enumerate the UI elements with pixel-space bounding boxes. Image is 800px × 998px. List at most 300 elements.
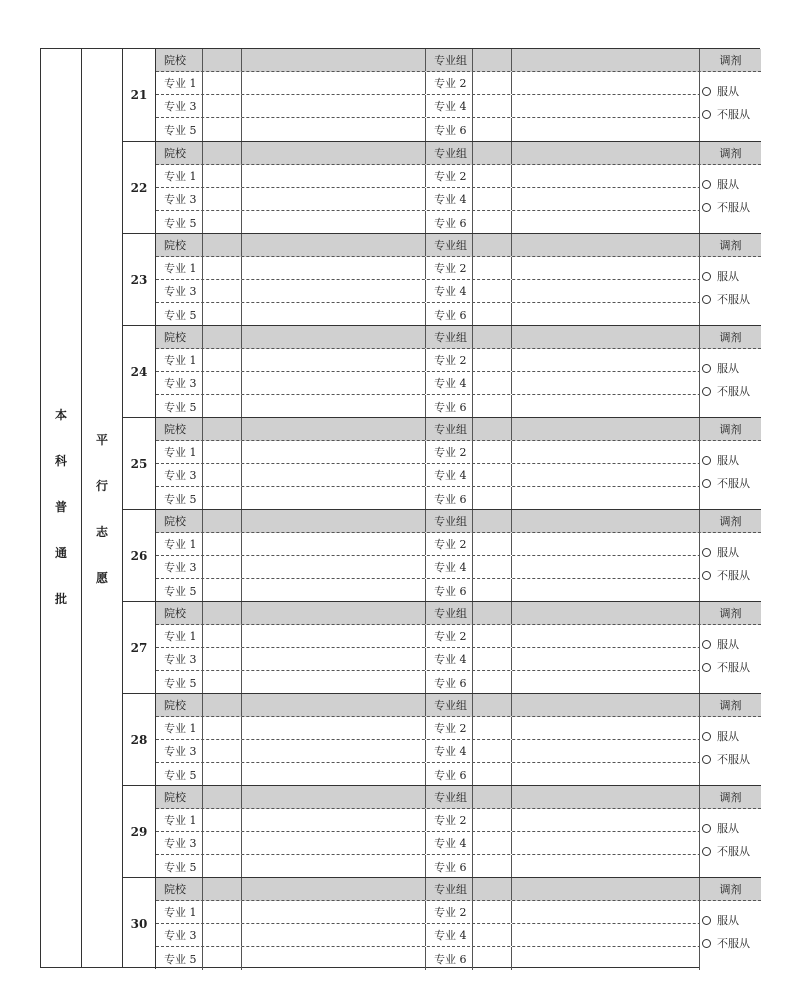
major-4-code-field[interactable] (473, 188, 512, 210)
major-3-label: 专业 3 (156, 280, 203, 302)
group-code-field[interactable] (473, 878, 512, 900)
group-name-field[interactable] (512, 878, 700, 900)
major-1-name-field[interactable] (242, 165, 426, 187)
major-6-code-field[interactable] (473, 303, 512, 326)
major-6-name-field[interactable] (512, 947, 700, 970)
major-3-code-field[interactable] (203, 924, 242, 946)
adjust-options (700, 901, 761, 970)
radio-circle-icon[interactable] (702, 203, 711, 212)
major-1-code-field[interactable] (203, 717, 242, 739)
major-3-name-field[interactable] (242, 556, 426, 578)
major-5-name-field[interactable] (242, 303, 426, 326)
major-3-name-field[interactable] (242, 740, 426, 762)
major-6-code-field[interactable] (473, 855, 512, 878)
radio-circle-icon[interactable] (702, 456, 711, 465)
major-3-name-field[interactable] (242, 464, 426, 486)
major-row (156, 118, 761, 141)
major-2-code-field[interactable] (473, 809, 512, 831)
school-name-field[interactable] (242, 142, 426, 164)
not-obey-option[interactable] (702, 106, 750, 122)
adjust-options (700, 533, 761, 602)
major-4-name-field[interactable] (512, 372, 700, 394)
major-3-name-field[interactable] (242, 95, 426, 117)
major-5-code-field[interactable] (203, 855, 242, 878)
obey-option[interactable] (702, 83, 739, 99)
major-4-label: 专业 4 (426, 188, 473, 210)
major-4-name-field[interactable] (512, 740, 700, 762)
major-6-code-field[interactable] (473, 211, 512, 234)
radio-circle-icon[interactable] (702, 732, 711, 741)
adjust-label: 调剂 (719, 54, 742, 67)
major-2-label: 专业 2 (426, 441, 473, 463)
major-1-name-field[interactable] (242, 625, 426, 647)
major-5-label: 专业 5 (156, 671, 203, 694)
major-6-label: 专业 6 (426, 855, 473, 878)
group-name-field[interactable] (512, 510, 700, 532)
group-label: 专业组 (426, 694, 473, 716)
adjust-label: 调剂 (719, 331, 742, 344)
major-1-name-field[interactable] (242, 717, 426, 739)
group-code-field[interactable] (473, 418, 512, 440)
major-5-code-field[interactable] (203, 763, 242, 786)
major-6-name-field[interactable] (512, 671, 700, 694)
major-row (156, 372, 761, 395)
major-4-name-field[interactable] (512, 95, 700, 117)
batch-label-char: 科 (54, 454, 67, 468)
group-code-field[interactable] (473, 326, 512, 348)
volunteer-group (123, 785, 761, 877)
major-row (156, 533, 761, 556)
major-1-code-field[interactable] (203, 165, 242, 187)
major-1-label: 专业 1 (156, 72, 203, 94)
major-5-label: 专业 5 (156, 763, 203, 786)
major-row (156, 556, 761, 579)
major-5-name-field[interactable] (242, 118, 426, 141)
not-obey-option[interactable] (702, 843, 750, 859)
radio-circle-icon[interactable] (702, 824, 711, 833)
major-5-code-field[interactable] (203, 395, 242, 418)
major-3-label: 专业 3 (156, 95, 203, 117)
radio-circle-icon[interactable] (702, 87, 711, 96)
school-label: 院校 (156, 694, 203, 716)
major-3-code-field[interactable] (203, 95, 242, 117)
major-4-code-field[interactable] (473, 280, 512, 302)
major-3-code-field[interactable] (203, 188, 242, 210)
major-2-name-field[interactable] (512, 533, 700, 555)
major-4-code-field[interactable] (473, 924, 512, 946)
school-label: 院校 (156, 234, 203, 256)
radio-circle-icon[interactable] (702, 295, 711, 304)
obey-option-label: 服从 (717, 270, 739, 283)
major-row (156, 72, 761, 95)
major-6-code-field[interactable] (473, 947, 512, 970)
major-1-code-field[interactable] (203, 625, 242, 647)
major-1-name-field[interactable] (242, 533, 426, 555)
major-4-code-field[interactable] (473, 95, 512, 117)
group-name-field[interactable] (512, 49, 700, 71)
major-6-name-field[interactable] (512, 487, 700, 510)
major-4-code-field[interactable] (473, 372, 512, 394)
group-label: 专业组 (426, 234, 473, 256)
major-1-label: 专业 1 (156, 257, 203, 279)
adjust-label: 调剂 (719, 699, 742, 712)
group-name-field[interactable] (512, 326, 700, 348)
school-code-field[interactable] (203, 878, 242, 900)
school-code-field[interactable] (203, 234, 242, 256)
major-4-name-field[interactable] (512, 924, 700, 946)
group-name-field[interactable] (512, 694, 700, 716)
major-5-code-field[interactable] (203, 487, 242, 510)
obey-option-label: 服从 (717, 85, 739, 98)
major-3-name-field[interactable] (242, 280, 426, 302)
major-5-name-field[interactable] (242, 855, 426, 878)
group-number: 23 (123, 234, 156, 325)
major-6-name-field[interactable] (512, 763, 700, 786)
group-code-field[interactable] (473, 510, 512, 532)
group-code-field[interactable] (473, 602, 512, 624)
group-number: 24 (123, 326, 156, 417)
major-4-name-field[interactable] (512, 188, 700, 210)
major-6-name-field[interactable] (512, 579, 700, 602)
major-3-code-field[interactable] (203, 464, 242, 486)
major-row (156, 395, 761, 418)
major-2-name-field[interactable] (512, 441, 700, 463)
school-label: 院校 (156, 510, 203, 532)
major-2-name-field[interactable] (512, 349, 700, 371)
school-label: 院校 (156, 786, 203, 808)
major-6-code-field[interactable] (473, 763, 512, 786)
major-3-name-field[interactable] (242, 188, 426, 210)
major-6-code-field[interactable] (473, 671, 512, 694)
school-name-field[interactable] (242, 326, 426, 348)
not-obey-option-label: 不服从 (717, 569, 750, 582)
group-code-field[interactable] (473, 234, 512, 256)
adjust-options (700, 72, 761, 141)
major-4-code-field[interactable] (473, 648, 512, 670)
major-1-label: 专业 1 (156, 625, 203, 647)
major-5-code-field[interactable] (203, 947, 242, 970)
major-6-code-field[interactable] (473, 579, 512, 602)
major-1-code-field[interactable] (203, 349, 242, 371)
school-label: 院校 (156, 142, 203, 164)
school-code-field[interactable] (203, 418, 242, 440)
group-label: 专业组 (426, 326, 473, 348)
major-row (156, 280, 761, 303)
major-4-name-field[interactable] (512, 556, 700, 578)
group-name-field[interactable] (512, 602, 700, 624)
school-code-field[interactable] (203, 326, 242, 348)
major-1-code-field[interactable] (203, 809, 242, 831)
major-2-code-field[interactable] (473, 717, 512, 739)
major-row (156, 579, 761, 602)
major-5-label: 专业 5 (156, 579, 203, 602)
major-5-code-field[interactable] (203, 579, 242, 602)
major-4-name-field[interactable] (512, 280, 700, 302)
major-5-code-field[interactable] (203, 118, 242, 141)
school-name-field[interactable] (242, 786, 426, 808)
header-row (156, 418, 761, 441)
adjust-options (700, 257, 761, 326)
school-name-field[interactable] (242, 49, 426, 71)
major-1-name-field[interactable] (242, 809, 426, 831)
major-4-label: 专业 4 (426, 648, 473, 670)
major-2-name-field[interactable] (512, 809, 700, 831)
major-2-name-field[interactable] (512, 901, 700, 923)
school-code-field[interactable] (203, 142, 242, 164)
adjust-label: 调剂 (719, 607, 742, 620)
obey-option[interactable] (702, 728, 739, 744)
major-4-code-field[interactable] (473, 832, 512, 854)
adjust-label: 调剂 (719, 515, 742, 528)
radio-circle-icon[interactable] (702, 548, 711, 557)
school-name-field[interactable] (242, 510, 426, 532)
radio-circle-icon[interactable] (702, 180, 711, 189)
group-label: 专业组 (426, 510, 473, 532)
header-row (156, 49, 761, 72)
obey-option[interactable] (702, 452, 739, 468)
school-name-field[interactable] (242, 694, 426, 716)
adjust-options (700, 165, 761, 234)
batch-column (41, 49, 82, 967)
major-2-code-field[interactable] (473, 349, 512, 371)
group-label: 专业组 (426, 602, 473, 624)
major-3-code-field[interactable] (203, 740, 242, 762)
major-2-name-field[interactable] (512, 625, 700, 647)
adjust-label: 调剂 (719, 423, 742, 436)
volunteer-type-char: 行 (95, 479, 108, 493)
major-3-code-field[interactable] (203, 280, 242, 302)
obey-option[interactable] (702, 912, 739, 928)
major-3-name-field[interactable] (242, 372, 426, 394)
major-5-label: 专业 5 (156, 211, 203, 234)
group-code-field[interactable] (473, 49, 512, 71)
radio-circle-icon[interactable] (702, 272, 711, 281)
major-3-code-field[interactable] (203, 556, 242, 578)
major-3-name-field[interactable] (242, 832, 426, 854)
group-number: 25 (123, 418, 156, 509)
major-4-label: 专业 4 (426, 464, 473, 486)
major-4-code-field[interactable] (473, 464, 512, 486)
school-code-field[interactable] (203, 786, 242, 808)
major-row (156, 763, 761, 786)
major-4-name-field[interactable] (512, 832, 700, 854)
group-code-field[interactable] (473, 786, 512, 808)
not-obey-option-label: 不服从 (717, 845, 750, 858)
radio-circle-icon[interactable] (702, 755, 711, 764)
school-name-field[interactable] (242, 602, 426, 624)
major-1-code-field[interactable] (203, 901, 242, 923)
major-2-code-field[interactable] (473, 625, 512, 647)
school-name-field[interactable] (242, 234, 426, 256)
major-2-name-field[interactable] (512, 717, 700, 739)
major-1-name-field[interactable] (242, 72, 426, 94)
adjust-options (700, 349, 761, 418)
major-row (156, 648, 761, 671)
adjust-label: 调剂 (719, 791, 742, 804)
major-6-label: 专业 6 (426, 487, 473, 510)
major-6-label: 专业 6 (426, 671, 473, 694)
not-obey-option[interactable] (702, 291, 750, 307)
major-3-label: 专业 3 (156, 740, 203, 762)
major-1-name-field[interactable] (242, 901, 426, 923)
major-6-name-field[interactable] (512, 855, 700, 878)
major-5-name-field[interactable] (242, 211, 426, 234)
obey-option[interactable] (702, 544, 739, 560)
school-code-field[interactable] (203, 510, 242, 532)
major-2-code-field[interactable] (473, 901, 512, 923)
group-number: 28 (123, 694, 156, 785)
major-4-label: 专业 4 (426, 556, 473, 578)
not-obey-option[interactable] (702, 567, 750, 583)
major-1-label: 专业 1 (156, 349, 203, 371)
major-1-label: 专业 1 (156, 533, 203, 555)
school-name-field[interactable] (242, 878, 426, 900)
major-1-code-field[interactable] (203, 533, 242, 555)
group-name-field[interactable] (512, 786, 700, 808)
major-row (156, 211, 761, 234)
group-code-field[interactable] (473, 142, 512, 164)
major-2-name-field[interactable] (512, 72, 700, 94)
radio-circle-icon[interactable] (702, 939, 711, 948)
major-2-label: 专业 2 (426, 809, 473, 831)
school-name-field[interactable] (242, 418, 426, 440)
major-5-code-field[interactable] (203, 303, 242, 326)
not-obey-option-label: 不服从 (717, 661, 750, 674)
major-row (156, 901, 761, 924)
radio-circle-icon[interactable] (702, 364, 711, 373)
major-row (156, 464, 761, 487)
major-2-label: 专业 2 (426, 349, 473, 371)
major-4-name-field[interactable] (512, 648, 700, 670)
adjust-label: 调剂 (719, 147, 742, 160)
not-obey-option[interactable] (702, 475, 750, 491)
radio-circle-icon[interactable] (702, 663, 711, 672)
major-1-code-field[interactable] (203, 441, 242, 463)
major-5-name-field[interactable] (242, 947, 426, 970)
radio-circle-icon[interactable] (702, 110, 711, 119)
major-5-name-field[interactable] (242, 579, 426, 602)
obey-option[interactable] (702, 360, 739, 376)
major-5-name-field[interactable] (242, 395, 426, 418)
group-code-field[interactable] (473, 694, 512, 716)
major-5-name-field[interactable] (242, 487, 426, 510)
major-1-name-field[interactable] (242, 257, 426, 279)
group-label: 专业组 (426, 418, 473, 440)
radio-circle-icon[interactable] (702, 847, 711, 856)
major-row (156, 947, 761, 970)
radio-circle-icon[interactable] (702, 916, 711, 925)
major-5-label: 专业 5 (156, 118, 203, 141)
major-3-name-field[interactable] (242, 924, 426, 946)
major-2-name-field[interactable] (512, 165, 700, 187)
major-row (156, 740, 761, 763)
major-6-name-field[interactable] (512, 118, 700, 141)
volunteer-type-char: 志 (95, 525, 108, 539)
major-6-name-field[interactable] (512, 211, 700, 234)
major-1-name-field[interactable] (242, 441, 426, 463)
radio-circle-icon[interactable] (702, 479, 711, 488)
major-2-name-field[interactable] (512, 257, 700, 279)
major-2-code-field[interactable] (473, 72, 512, 94)
radio-circle-icon[interactable] (702, 571, 711, 580)
major-6-label: 专业 6 (426, 303, 473, 326)
major-4-code-field[interactable] (473, 556, 512, 578)
school-code-field[interactable] (203, 694, 242, 716)
major-4-code-field[interactable] (473, 740, 512, 762)
volunteer-group (123, 877, 761, 969)
group-number: 27 (123, 602, 156, 693)
volunteer-group (123, 233, 761, 325)
major-5-code-field[interactable] (203, 211, 242, 234)
major-3-code-field[interactable] (203, 648, 242, 670)
major-3-code-field[interactable] (203, 372, 242, 394)
major-2-code-field[interactable] (473, 257, 512, 279)
not-obey-option[interactable] (702, 751, 750, 767)
obey-option[interactable] (702, 636, 739, 652)
obey-option[interactable] (702, 820, 739, 836)
major-2-code-field[interactable] (473, 165, 512, 187)
major-3-label: 专业 3 (156, 924, 203, 946)
major-3-code-field[interactable] (203, 832, 242, 854)
major-1-code-field[interactable] (203, 257, 242, 279)
group-label: 专业组 (426, 878, 473, 900)
school-code-field[interactable] (203, 49, 242, 71)
group-number: 22 (123, 142, 156, 233)
major-5-code-field[interactable] (203, 671, 242, 694)
adjust-options (700, 717, 761, 786)
major-6-code-field[interactable] (473, 118, 512, 141)
radio-circle-icon[interactable] (702, 387, 711, 396)
major-3-name-field[interactable] (242, 648, 426, 670)
radio-circle-icon[interactable] (702, 640, 711, 649)
obey-option[interactable] (702, 176, 739, 192)
major-5-label: 专业 5 (156, 487, 203, 510)
major-6-name-field[interactable] (512, 303, 700, 326)
group-name-field[interactable] (512, 234, 700, 256)
major-5-name-field[interactable] (242, 763, 426, 786)
not-obey-option[interactable] (702, 199, 750, 215)
not-obey-option[interactable] (702, 935, 750, 951)
major-5-label: 专业 5 (156, 395, 203, 418)
school-code-field[interactable] (203, 602, 242, 624)
major-6-code-field[interactable] (473, 487, 512, 510)
obey-option[interactable] (702, 268, 739, 284)
major-1-code-field[interactable] (203, 72, 242, 94)
major-6-name-field[interactable] (512, 395, 700, 418)
adjust-options (700, 625, 761, 694)
header-row (156, 786, 761, 809)
major-4-label: 专业 4 (426, 280, 473, 302)
major-3-label: 专业 3 (156, 832, 203, 854)
major-4-name-field[interactable] (512, 464, 700, 486)
major-5-label: 专业 5 (156, 303, 203, 326)
volunteer-group (123, 141, 761, 233)
major-2-code-field[interactable] (473, 533, 512, 555)
major-row (156, 809, 761, 832)
volunteer-group (123, 509, 761, 601)
major-2-code-field[interactable] (473, 441, 512, 463)
group-name-field[interactable] (512, 142, 700, 164)
school-label: 院校 (156, 878, 203, 900)
major-6-code-field[interactable] (473, 395, 512, 418)
major-row (156, 855, 761, 878)
major-1-name-field[interactable] (242, 349, 426, 371)
not-obey-option[interactable] (702, 659, 750, 675)
group-name-field[interactable] (512, 418, 700, 440)
volunteer-type-label (82, 431, 122, 615)
not-obey-option[interactable] (702, 383, 750, 399)
major-5-name-field[interactable] (242, 671, 426, 694)
